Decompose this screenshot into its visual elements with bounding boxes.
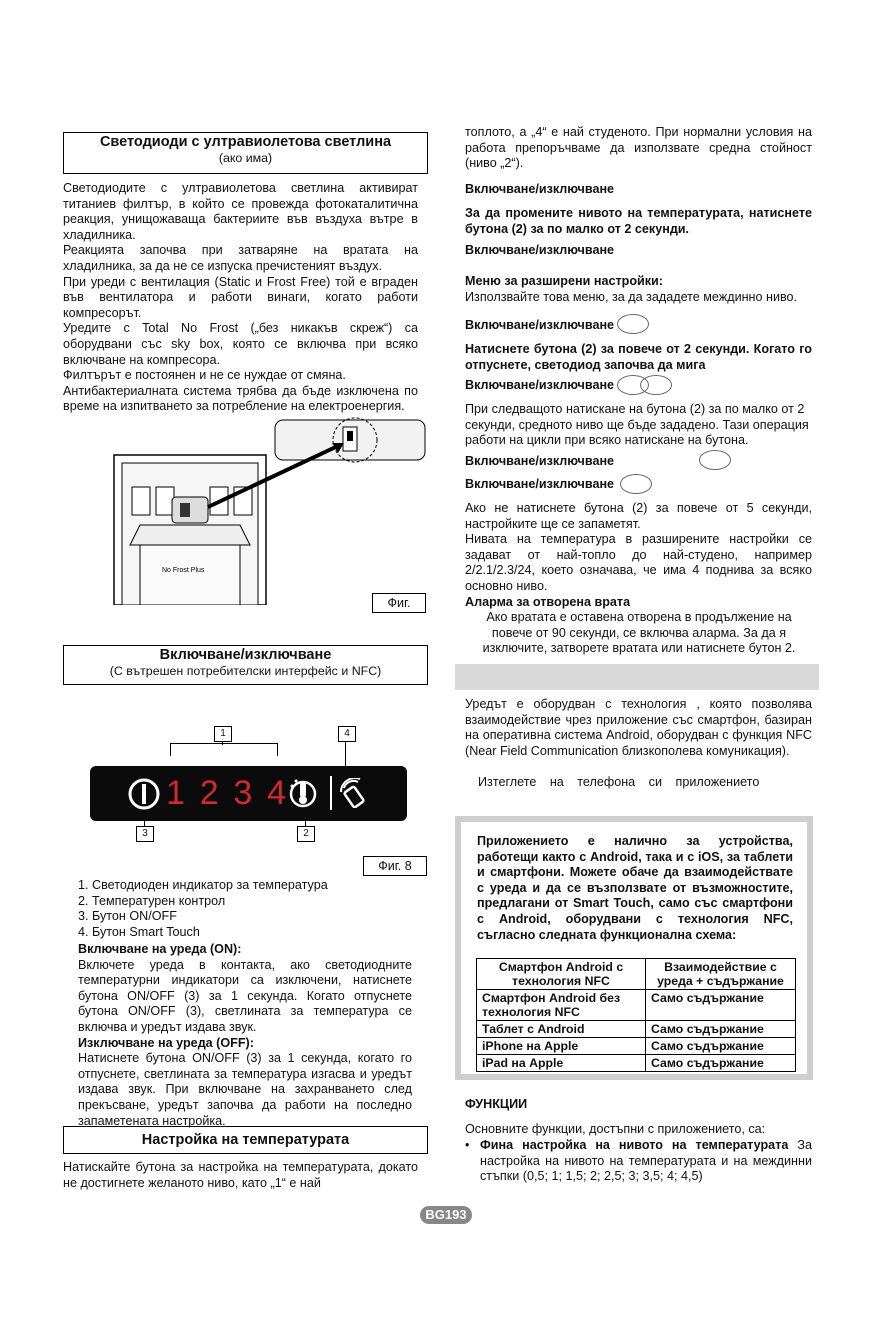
bold-instruction: За да промените нивото на температурата, натиснете бутона (2) за по малко от 2 секунди.: [465, 206, 812, 236]
onoff-heading: Включване/изключване: [465, 243, 615, 257]
table-row: [477, 959, 796, 990]
list-item: 3. Бутон ON/OFF: [78, 909, 177, 924]
callout-4: 4: [338, 726, 356, 742]
callout-bracket: [170, 743, 278, 756]
list-item: 1. Светодиоден индикатор за температура: [78, 878, 328, 892]
callout-line: [305, 819, 306, 826]
callout-line: [144, 819, 145, 826]
off-heading: Изключване на уреда (OFF):: [78, 1035, 254, 1050]
table-cell: iPhone на Apple: [477, 1038, 646, 1055]
table-header-cell: Взаимодействие с уреда + съдържание: [646, 959, 796, 990]
onoff-heading: Включване/изключване: [465, 454, 615, 468]
callout-line: [345, 741, 346, 766]
table-cell: Смартфон Android без технология NFC: [477, 990, 646, 1021]
compatibility-text: Приложението е налично за устройства, работещи както с Android, така и с iOS, за таблети и смартфони. Можете обаче да взаимодействате с уреда и да се възползвате от възможностите, предлагани от Smart Touch, само със смартфони с Android, оборудвани с технология NFC, съгласно следната функционална схема:: [477, 834, 793, 942]
fridge-illustration: [100, 415, 430, 605]
list-item: 2. Температурен контрол: [78, 893, 226, 908]
temp-led-digit: 2: [199, 774, 219, 812]
table-cell: Таблет с Android: [477, 1021, 646, 1038]
onoff-heading: Включване/изключване: [465, 318, 615, 332]
onoff-title: Включване/изключване: [159, 647, 332, 663]
table-row: [477, 990, 796, 1021]
uv-para: Светодиодите с ултравиолетова светлина активират титаниев филтър, в който се провежда фотокаталитична реакция, унищожаваща бактериите във въздуха вътре в хладилника.: [63, 181, 418, 242]
table-header-cell: Смартфон Android с технология NFC: [477, 959, 646, 990]
bullet-icon: •: [465, 1138, 470, 1152]
table-row: [477, 1055, 796, 1072]
onoff-list: [78, 878, 418, 940]
alarm-heading: Аларма за отворена врата: [465, 595, 631, 609]
temp-led-indicators: [166, 771, 286, 815]
onoff-heading: Включване/изключване: [465, 182, 615, 196]
right-cont: топлото, а „4“ е най студеното. При нормални условия на работа препоръчваме да използвате средна стойност (ниво „2“).: [465, 125, 812, 171]
function-bullet-title: Фина настройка на нивото на температурата: [480, 1138, 789, 1152]
onoff-heading: Включване/изключване: [465, 378, 615, 392]
uv-para: При уреди с вентилация (Static и Frost Free) той е вграден във вентилатора и работи винаги, когато работи компресорът.: [63, 274, 418, 320]
thermometer-icon[interactable]: [288, 774, 318, 812]
function-bullet-text: За настройка на нивото на температурата и на междинни стъпки (0,5; 1; 1,5; 2; 2,5; 3; 3,5; 4; 4,5): [480, 1138, 813, 1184]
table-cell: Само съдържание: [646, 990, 796, 1021]
fridge-label: No Frost Plus: [162, 567, 205, 574]
temp-led-digit: 3: [233, 774, 253, 812]
function-bullet: [465, 1138, 813, 1185]
onoff-heading: Включване/изключване: [465, 477, 615, 491]
fig-label: Фиг.: [372, 593, 426, 613]
led-circle-icon: [617, 314, 649, 334]
menu-heading: Меню за разширени настройки:: [465, 274, 663, 288]
callout-3: 3: [136, 826, 154, 842]
next-press-text: При следващото натискане на бутона (2) за по малко от 2 секунди, средното ниво ще бъде зададено. Тази операция работи на цикли при всяко натискане на бутона.: [465, 402, 809, 448]
uv-body: [63, 181, 418, 415]
save-text: Ако не натиснете бутона (2) за повече от 5 секунди, настройките ще се запаметят.: [465, 501, 812, 531]
uv-para: Антибактериалната система трябва да бъде изключена по време на изпитването за потребление на електроенергия.: [63, 383, 418, 414]
uv-para: Уредите с Total No Frost („без никакъв скреж“) са оборудвани със sky box, която се включва при всяко включване на компресора.: [63, 321, 418, 367]
led-circle-icon: [620, 474, 652, 494]
uv-para: Реакцията започва при затваряне на вратата на хладилника, за да не се изпуска пречистеният въздух.: [63, 243, 418, 273]
uv-title-box: [63, 132, 428, 174]
uv-para: Филтърът е постоянен и не се нуждае от смяна.: [63, 368, 346, 383]
table-row: [477, 1038, 796, 1055]
compatibility-table: [476, 958, 796, 1072]
download-text: Изтеглете на телефона си приложението: [478, 775, 760, 789]
uv-subtitle: (ако има): [218, 151, 273, 165]
uv-title: Светодиоди с ултравиолетова светлина: [99, 134, 392, 150]
table-row: [477, 1021, 796, 1038]
power-icon[interactable]: [126, 776, 162, 812]
levels-text: Нивата на температура в разширените настройки се задават от най-топло до най-студено, например 2/2.1/2.3/24, което означава, че има 4 поднива за всяко основно ниво.: [465, 532, 812, 593]
nfc-header-bar: [455, 664, 819, 690]
temp-led-digit: 4: [267, 774, 286, 812]
functions-intro: Основните функции, достъпни с приложението, са:: [465, 1122, 766, 1136]
panel-divider: [330, 776, 332, 810]
table-cell: Само съдържание: [646, 1055, 796, 1072]
onoff-subtitle: (С вътрешен потребителски интерфейс и NFC): [109, 664, 382, 678]
led-circle-icon: [699, 450, 731, 470]
temp-title-box: [63, 1126, 428, 1154]
temp-text: Натискайте бутона за настройка на температурата, докато не достигнете желаното ниво, като „1“ е най: [63, 1160, 418, 1190]
callout-1: 1: [214, 726, 232, 742]
on-text: Включете уреда в контакта, ако светодиодните температурни индикатори са изключени, натиснете бутона ON/OFF (3) за 1 секунда. Когато отпуснете бутона ON/OFF (3), светлината за температура се включва и уредът издава звук.: [78, 957, 412, 1034]
temp-led-digit: 1: [166, 774, 185, 812]
on-heading: Включване на уреда (ON):: [78, 942, 242, 956]
nfc-text: Уредът е оборудван с технология , която позволява взаимодействие чрез приложение със смартфон, базиран на оперативна система Android, оборудван с функция NFC (Near Field Communication близкополева комуникация).: [465, 697, 812, 758]
smart-touch-icon[interactable]: [338, 778, 372, 808]
functions-heading: ФУНКЦИИ: [465, 1097, 528, 1111]
alarm-text: Ако вратата е оставена отворена в продължение на повече от 90 секунди, се включва аларма. За да я изключите, затворете вратата или натиснете бутон 2.: [482, 610, 796, 656]
list-item: 4. Бутон Smart Touch: [78, 924, 200, 939]
fig-8-label: Фиг. 8: [363, 856, 427, 876]
off-text: Натиснете бутона ON/OFF (3) за 1 секунда, когато го отпуснете, светлината за температура изгасва и уредът издава звук. При включване на захранването след прекъсване, уредът започва да работи на последно запаметената настройка.: [78, 1051, 412, 1128]
callout-line: [222, 741, 223, 745]
bold-instruction: Натиснете бутона (2) за повече от 2 секунди. Когато го отпуснете, светодиод започва да мига: [465, 342, 812, 372]
onoff-body: [78, 942, 412, 1129]
led-circle-icon: [640, 375, 672, 395]
menu-text: Използвайте това меню, за да зададете междинно ниво.: [465, 290, 798, 304]
table-cell: Само съдържание: [646, 1021, 796, 1038]
temp-title: Настройка на температурата: [141, 1132, 350, 1148]
table-cell: iPad на Apple: [477, 1055, 646, 1072]
page-number: BG193: [420, 1206, 472, 1224]
callout-2: 2: [297, 826, 315, 842]
table-cell: Само съдържание: [646, 1038, 796, 1055]
onoff-title-box: [63, 645, 428, 685]
